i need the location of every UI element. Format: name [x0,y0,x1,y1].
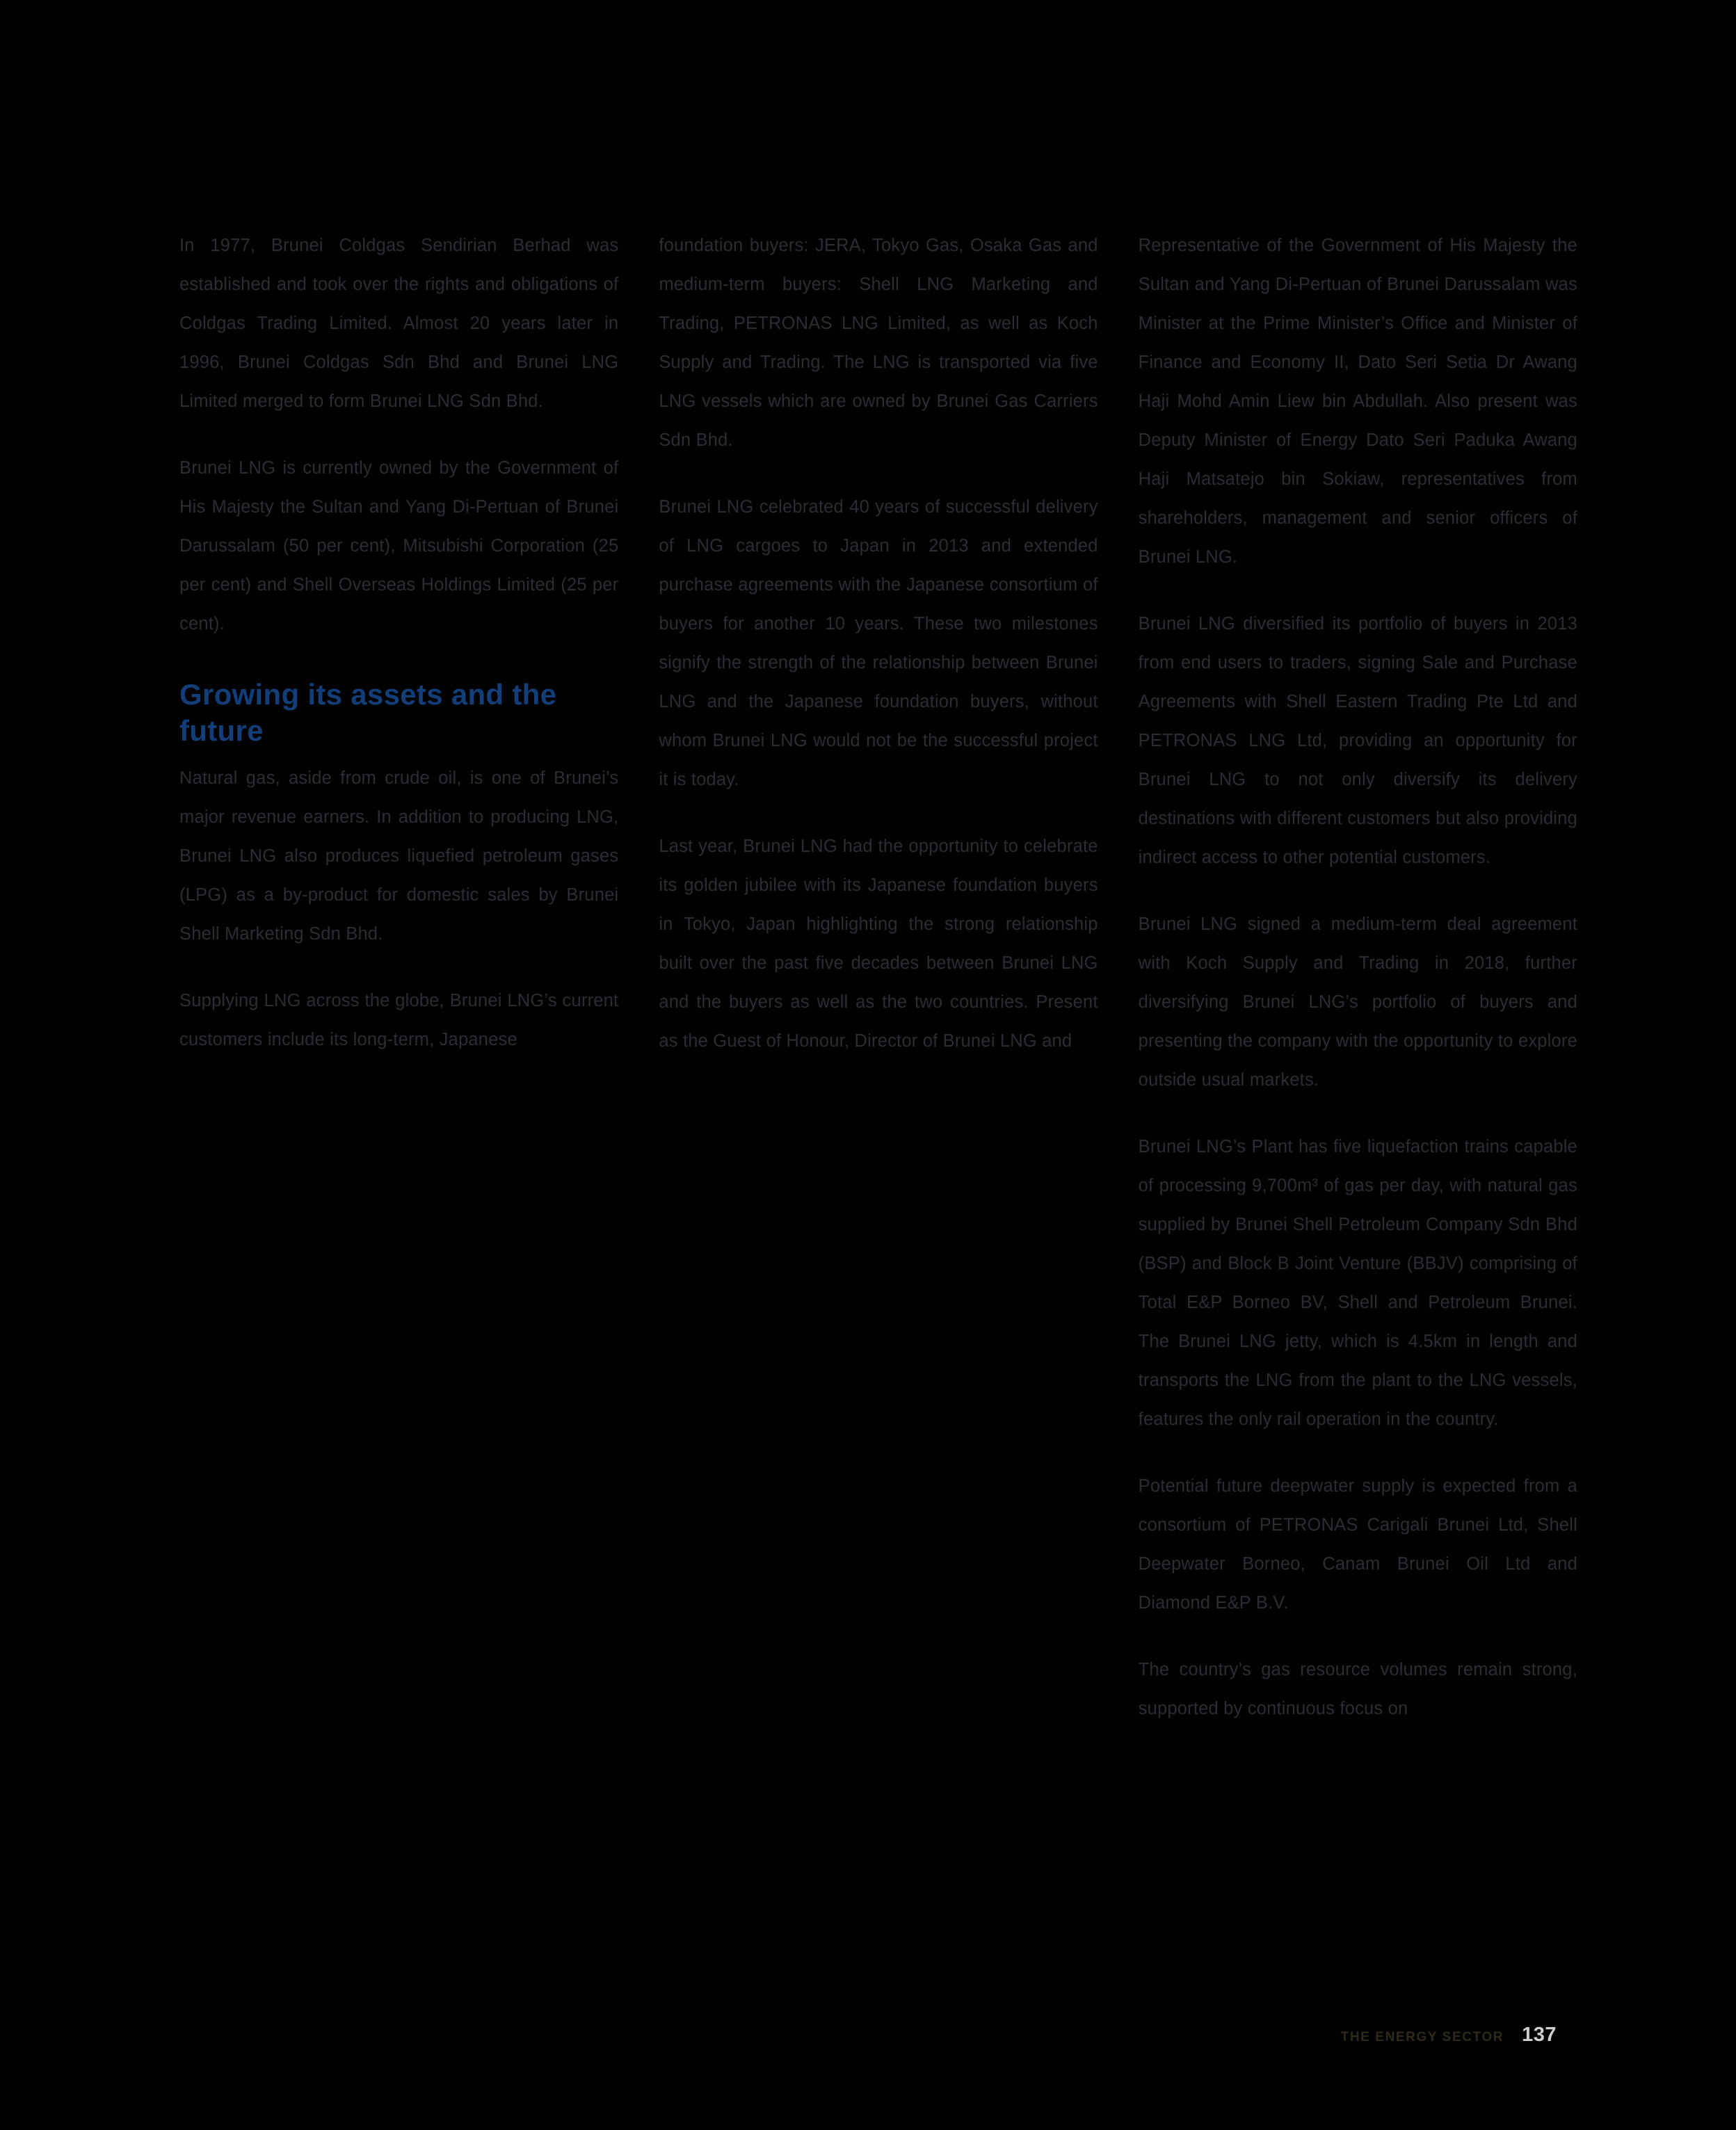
column-2 [659,226,1098,1728]
paragraph: foundation buyers: JERA, Tokyo Gas, Osaka Gas and medium-term buyers: Shell LNG Marketing and Trading, PETRONAS LNG Limited, as well as Koch Supply and Trading. The LNG is transported via five LNG vessels which are owned by Brunei Gas Carriers Sdn Bhd. [659,236,1098,450]
section-heading: Growing its assets and the future [179,678,557,747]
paragraph: Brunei LNG is currently owned by the Government of His Majesty the Sultan and Yang Di-Pertuan of Brunei Darussalam (50 per cent), Mitsubishi Corporation (25 per cent) and Shell Overseas Holdings Limited (25 per cent). [179,458,619,634]
paragraph: In 1977, Brunei Coldgas Sendirian Berhad was established and took over the rights and obligations of Coldgas Trading Limited. Almost 20 years later in 1996, Brunei Coldgas Sdn Bhd and Brunei LNG Limited merged to form Brunei LNG Sdn Bhd. [179,236,619,411]
column-1 [179,226,618,1728]
page-number: 137 [1522,2024,1557,2046]
page-footer [1341,2024,1557,2047]
paragraph: Brunei LNG signed a medium-term deal agreement with Koch Supply and Trading in 2018, further diversifying Brunei LNG’s portfolio of buyers and presenting the company with the opportunity to explore outside usual markets. [1138,914,1577,1090]
text-columns [179,226,1577,1728]
paragraph: Brunei LNG celebrated 40 years of successful delivery of LNG cargoes to Japan in 2013 and extended purchase agreements with the Japanese consortium of buyers for another 10 years. These two milestones signify the strength of the relationship between Brunei LNG and the Japanese foundation buyers, without whom Brunei LNG would not be the successful project it is today. [659,497,1098,789]
paragraph: Representative of the Government of His Majesty the Sultan and Yang Di-Pertuan of Brunei Darussalam was Minister at the Prime Minister’s Office and Minister of Finance and Economy II, Dato Seri Setia Dr Awang Haji Mohd Amin Liew bin Abdullah. Also present was Deputy Minister of Energy Dato Seri Paduka Awang Haji Matsatejo bin Sokiaw, representatives from shareholders, management and senior officers of Brunei LNG. [1138,236,1577,567]
paragraph: Natural gas, aside from crude oil, is one of Brunei’s major revenue earners. In addition to producing LNG, Brunei LNG also produces liquefied petroleum gases (LPG) as a by-product for domestic sales by Brunei Shell Marketing Sdn Bhd. [179,768,619,944]
paragraph: Brunei LNG’s Plant has five liquefaction trains capable of processing 9,700m³ of gas per day, with natural gas supplied by Brunei Shell Petroleum Company Sdn Bhd (BSP) and Block B Joint Venture (BBJV) comprising of Total E&P Borneo BV, Shell and Petroleum Brunei. The Brunei LNG jetty, which is 4.5km in length and transports the LNG from the plant to the LNG vessels, features the only rail operation in the country. [1138,1137,1577,1429]
paragraph: Brunei LNG diversified its portfolio of buyers in 2013 from end users to traders, signing Sale and Purchase Agreements with Shell Eastern Trading Pte Ltd and PETRONAS LNG Ltd, providing an opportunity for Brunei LNG to not only diversify its delivery destinations with different customers but also providing indirect access to other potential customers. [1138,614,1577,867]
paragraph: Supplying LNG across the globe, Brunei LNG’s current customers include its long-term, Japanese [179,991,619,1049]
paragraph: The country’s gas resource volumes remain strong, supported by continuous focus on [1138,1660,1577,1718]
paragraph: Potential future deepwater supply is expected from a consortium of PETRONAS Carigali Brunei Ltd, Shell Deepwater Borneo, Canam Brunei Oil Ltd and Diamond E&P B.V. [1138,1476,1577,1613]
footer-section-label: THE ENERGY SECTOR [1340,2030,1504,2044]
column-3 [1139,226,1577,1728]
paragraph: Last year, Brunei LNG had the opportunity to celebrate its golden jubilee with its Japanese foundation buyers in Tokyo, Japan highlighting the strong relationship built over the past five decades between Brunei LNG and the buyers as well as the two countries. Present as the Guest of Honour, Director of Brunei LNG and [659,837,1098,1051]
